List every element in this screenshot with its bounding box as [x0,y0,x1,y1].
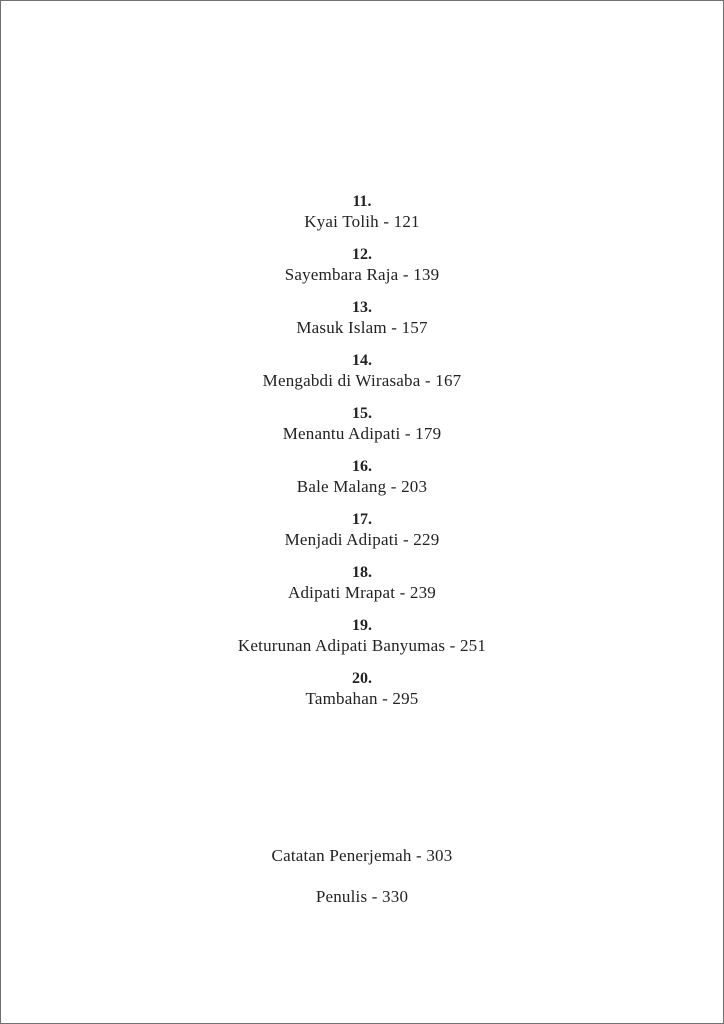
toc-entry-number: 13. [352,299,372,316]
toc-entry-number: 18. [352,564,372,581]
toc-entry[interactable] [1,193,723,233]
toc-entry[interactable] [1,564,723,604]
toc-entry-title: Keturunan Adipati Banyumas - 251 [237,636,487,655]
toc-entry-title: Masuk Islam - 157 [296,318,428,337]
toc-extra-author[interactable]: Penulis - 330 [315,887,409,906]
toc-entry-title: Kyai Tolih - 121 [304,212,420,231]
table-of-contents [1,193,723,723]
toc-entry-number: 19. [352,617,372,634]
toc-entry-number: 11. [352,193,372,210]
toc-entry-title: Sayembara Raja - 139 [284,265,440,284]
toc-entry-title: Bale Malang - 203 [296,477,428,496]
toc-entry-number: 14. [352,352,372,369]
toc-entry[interactable] [1,617,723,657]
toc-entry[interactable] [1,458,723,498]
toc-entry[interactable] [1,246,723,286]
toc-extras [1,845,723,908]
toc-entry[interactable] [1,511,723,551]
toc-entry-number: 20. [352,670,372,687]
toc-entry-number: 17. [352,511,372,528]
toc-entry-title: Mengabdi di Wirasaba - 167 [262,371,462,390]
toc-entry-number: 12. [352,246,372,263]
toc-entry-number: 15. [352,405,372,422]
toc-entry-title: Tambahan - 295 [305,689,419,708]
toc-entry-title: Adipati Mrapat - 239 [288,583,436,602]
toc-entry[interactable] [1,405,723,445]
toc-entry[interactable] [1,352,723,392]
toc-entry-number: 16. [352,458,372,475]
toc-entry-title: Menantu Adipati - 179 [282,424,442,443]
toc-extra-translator-notes[interactable]: Catatan Penerjemah - 303 [271,846,453,865]
toc-entry[interactable] [1,299,723,339]
toc-entry[interactable] [1,670,723,710]
toc-entry-title: Menjadi Adipati - 229 [284,530,440,549]
